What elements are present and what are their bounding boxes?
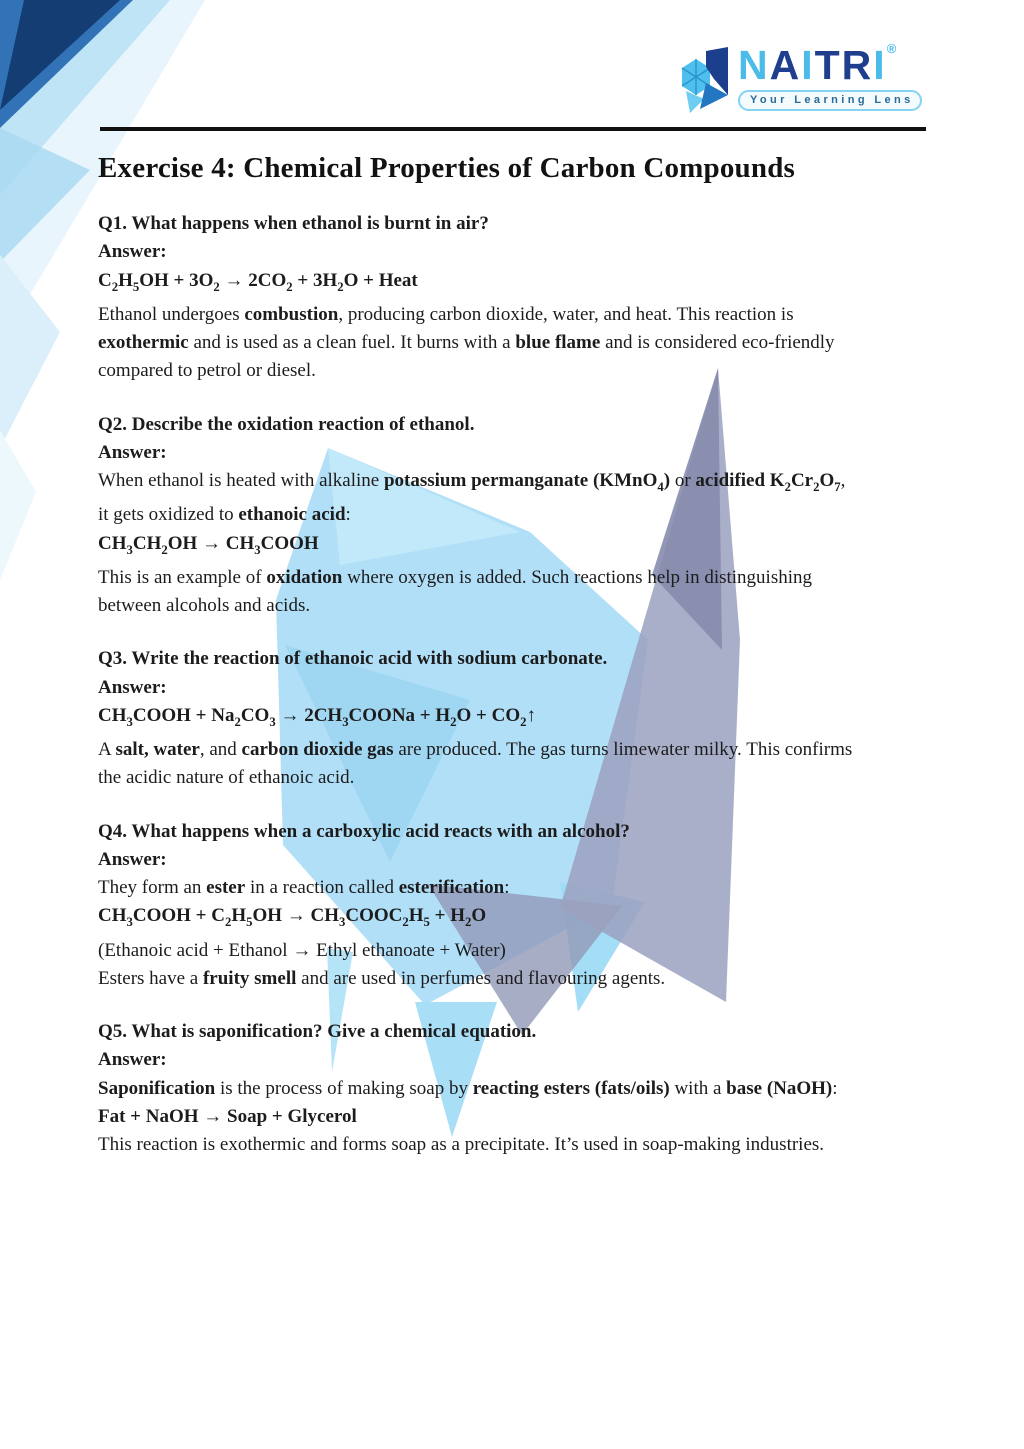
qa-line-text: Saponification is the process of making soap by reacting esters (fats/oils) with a base (NaOH): <box>98 1077 838 1099</box>
brand-letters <box>738 42 887 88</box>
brand-wordmark <box>738 41 922 88</box>
qa-line-text: compared to petrol or diesel. <box>98 360 316 382</box>
brand-letter: I <box>873 42 887 88</box>
qa-line-text: When ethanol is heated with alkaline potassium permanganate (KMnO$_4$) or acidified $K_2Cr_2O_7$, <box>98 470 846 494</box>
qa-line-text: A salt, water, and carbon dioxide gas are produced. The gas turns limewater milky. This confirms <box>98 738 853 760</box>
question-block-q1 <box>98 210 958 386</box>
qa-line-question: Q1. What happens when ethanol is burnt in air? <box>98 213 489 234</box>
question-block-q3 <box>98 645 958 792</box>
brand-letter: R <box>841 42 874 88</box>
qa-line-text: This is an example of oxidation where oxygen is added. Such reactions help in distinguishing <box>98 566 812 588</box>
qa-line-text: between alcohols and acids. <box>98 594 311 616</box>
qa-line-equation: $CH_3COOH + C_2H_5OH$ → $CH_3COOC_2H_5 + H_2O$ <box>98 905 487 930</box>
registered-trademark: ® <box>886 41 897 56</box>
question-block-q5 <box>98 1018 958 1159</box>
qa-line-text: Ethanol undergoes combustion, producing carbon dioxide, water, and heat. This reaction is <box>98 303 794 325</box>
qa-line-text: it gets oxidized to ethanoic acid: <box>98 504 351 526</box>
qa-line-text: exothermic and is used as a clean fuel. It burns with a blue flame and is considered eco-friendly <box>98 331 835 353</box>
qa-line-equation: Fat + NaOH → Soap + Glycerol <box>98 1106 357 1127</box>
brand-logo <box>676 41 922 118</box>
qa-line-label: Answer: <box>98 848 167 870</box>
brand-letter: I <box>801 42 815 88</box>
qa-line-text: They form an ester in a reaction called esterification: <box>98 877 510 899</box>
qa-line-label: Answer: <box>98 241 167 263</box>
qa-line-question: Q4. What happens when a carboxylic acid reacts with an alcohol? <box>98 820 630 842</box>
qa-line-label: Answer: <box>98 441 167 463</box>
qa-line-text: (Ethanoic acid + Ethanol → Ethyl ethanoate + Water) <box>98 939 506 961</box>
qa-line-text: the acidic nature of ethanoic acid. <box>98 767 355 789</box>
question-block-q4 <box>98 818 958 994</box>
qa-line-equation: $CH_3COOH + Na_2CO_3$ → $2CH_3COONa + H_2O$ + $CO_2↑$ <box>98 704 536 729</box>
question-block-q2 <box>98 411 958 621</box>
qa-line-text: This reaction is exothermic and forms soap as a precipitate. It’s used in soap-making industries. <box>98 1134 825 1156</box>
header-divider <box>100 127 926 131</box>
brand-letter: T <box>814 42 842 88</box>
brand-logo-icon <box>676 46 732 118</box>
brand-text <box>738 41 922 111</box>
qa-line-label: Answer: <box>98 676 167 698</box>
qa-line-equation: $C_2H_5OH + 3O_2 \to 2CO_2 + 3H_2O$ + Heat <box>98 269 418 294</box>
qa-line-question: Q3. Write the reaction of ethanoic acid with sodium carbonate. <box>98 648 608 670</box>
document-content <box>98 152 958 1185</box>
qa-line-label: Answer: <box>98 1049 167 1071</box>
qa-line-text: Esters have a fruity smell and are used in perfumes and flavouring agents. <box>98 967 666 989</box>
qa-list <box>98 210 958 1160</box>
brand-letter: N <box>738 42 770 88</box>
brand-tagline: Your Learning Lens <box>738 90 922 111</box>
qa-line-question: Q2. Describe the oxidation reaction of ethanol. <box>98 413 475 435</box>
qa-line-question: Q5. What is saponification? Give a chemical equation. <box>98 1021 537 1043</box>
page-title: Exercise 4: Chemical Properties of Carbon Compounds <box>98 152 796 184</box>
brand-letter: A <box>769 42 802 88</box>
qa-line-equation: $CH_3CH_2OH$ → $CH_3COOH$ <box>98 532 319 557</box>
